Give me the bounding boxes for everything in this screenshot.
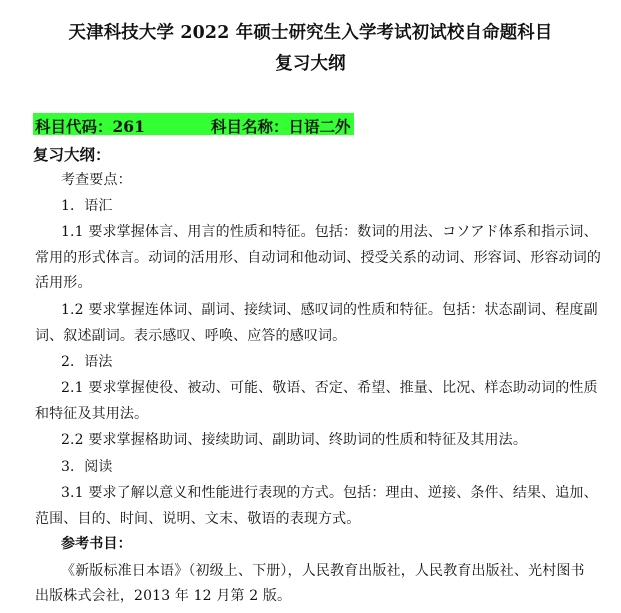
- paragraph-line: 2.2 要求掌握格助词、接续助词、副助词、终助词的性质和特征及其用法。: [61, 432, 527, 448]
- reference-heading: 参考书目：: [61, 536, 132, 552]
- paragraph-line: 1.1 要求掌握体言、用言的性质和特征。包括：数词的用法、コソアド体系和指示词、: [61, 224, 598, 240]
- paragraph-line: 2.1 要求掌握使役、被动、可能、敬语、否定、希望、推量、比况、样态助动词的性质: [61, 380, 598, 396]
- paragraph-line: 词、叙述副词。表示感叹、呼唤、应答的感叹词。: [35, 328, 347, 344]
- paragraph-line: 范围、目的、时间、说明、文末、敬语的表现方式。: [35, 511, 361, 527]
- intro-line: 考查要点：: [61, 172, 132, 188]
- section-2-heading: 2．语法: [61, 354, 113, 370]
- document-subtitle: 复习大纲: [275, 54, 346, 74]
- document-title: 天津科技大学 2022 年硕士研究生入学考试初试校自命题科目: [68, 23, 553, 43]
- section-1-heading: 1．语汇: [61, 198, 113, 214]
- paragraph-line: 和特征及其用法。: [35, 406, 149, 422]
- subject-code: 科目代码：261: [35, 117, 145, 136]
- paragraph-line: 3.1 要求了解以意义和性能进行表现的方式。包括：理由、逆接、条件、结果、追加、: [61, 485, 598, 501]
- paragraph-line: 1.2 要求掌握连体词、副词、接续词、感叹词的性质和特征。包括：状态副词、程度副: [61, 302, 598, 318]
- subject-name: 科目名称：日语二外: [211, 117, 351, 136]
- reference-line: 《新版标准日本语》（初级上、下册），人民教育出版社，人民教育出版社、光村图书: [61, 563, 585, 579]
- paragraph-line: 活用形。: [35, 275, 92, 291]
- outline-heading: 复习大纲：: [33, 145, 111, 164]
- paragraph-line: 常用的形式体言。动词的活用形、自动词和他动词、授受关系的动词、形容词、形容动词的: [35, 250, 601, 266]
- reference-line: 出版株式会社，2013 年 12 月第 2 版。: [35, 588, 292, 604]
- section-3-heading: 3．阅读: [61, 459, 113, 475]
